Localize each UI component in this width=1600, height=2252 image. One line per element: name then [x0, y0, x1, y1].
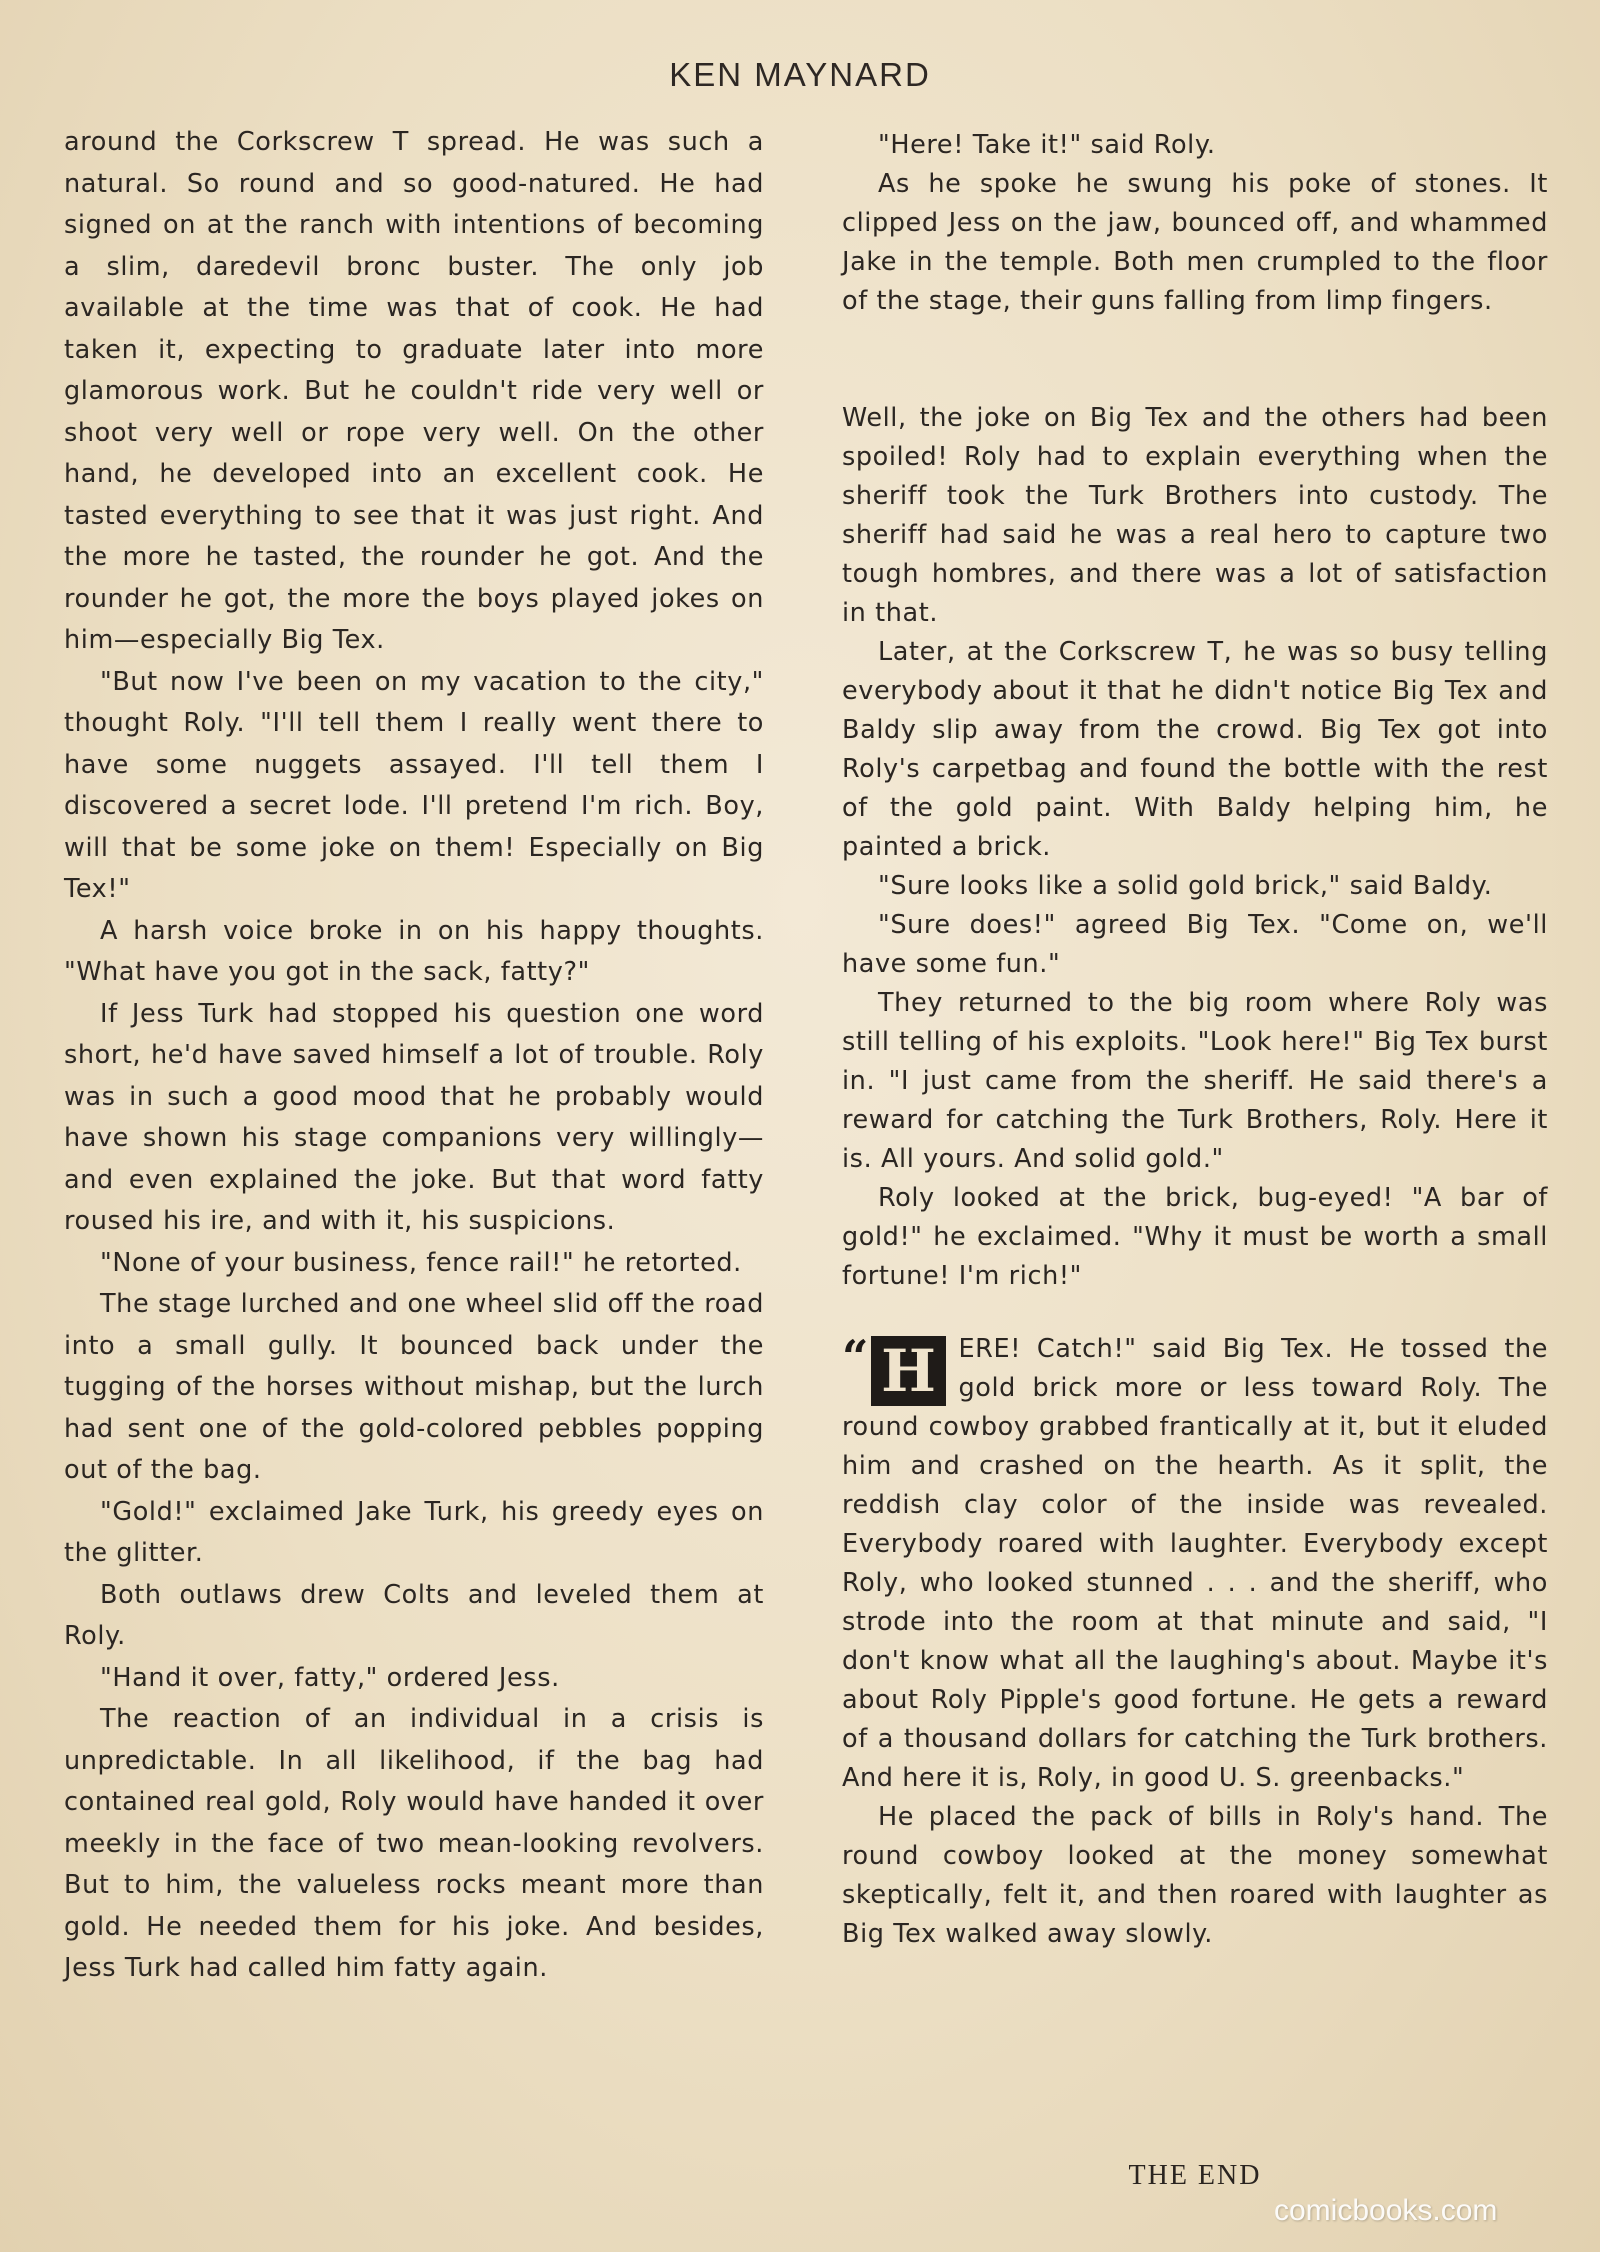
story-paragraph: "Sure looks like a solid gold brick," said Baldy.: [878, 871, 1493, 901]
story-paragraph: "None of your business, fence rail!" he retorted.: [100, 1247, 742, 1278]
story-paragraph: Well, the joke on Big Tex and the others had been spoiled! Roly had to explain everything when the sheriff took the Turk Brothers into custody. The sheriff had said he was a real hero to capture two tough hombres, and there was a lot of satisfaction in that.: [842, 403, 1548, 628]
story-paragraph: Roly looked at the brick, bug-eyed! "A bar of gold!" he exclaimed. "Why it must be worth a small fortune! I'm rich!": [842, 1183, 1548, 1291]
story-paragraph: A harsh voice broke in on his happy thoughts. "What have you got in the sack, fatty?": [64, 915, 764, 987]
drop-cap: [842, 1330, 946, 1406]
story-paragraph: Both outlaws drew Colts and leveled them at Roly.: [64, 1579, 764, 1651]
story-paragraph: The reaction of an individual in a crisis is unpredictable. In all likelihood, if the bag had contained real gold, Roly would have handed it over meekly in the face of two mean-looking revolvers. But to him, the valueless rocks meant more than gold. He needed them for his joke. And besides, Jess Turk had called him fatty again.: [64, 1704, 764, 1983]
page-header: KEN MAYNARD: [669, 56, 931, 93]
section-break: [842, 321, 1548, 399]
story-paragraph: He placed the pack of bills in Roly's hand. The round cowboy looked at the money somewhat skeptically, felt it, and then roared with laughter as Big Tex walked away slowly.: [842, 1802, 1548, 1949]
drop-cap-quote: “: [842, 1330, 870, 1384]
dropcap-paragraph-text: ERE! Catch!" said Big Tex. He tossed the gold brick more or less toward Roly. The round cowboy grabbed frantically at it, but it eluded him and crashed on the hearth. As it split, the reddish clay color of the inside was revealed. Everybody roared with laughter. Everybody except Roly, who looked stunned . . . and the sheriff, who strode into the room at that minute and said, "I don't know what all the laughing's about. Maybe it's about Roly Pipple's good fortune. He gets a reward of a thousand dollars for catching the Turk brothers. And here it is, Roly, in good U. S. greenbacks.": [842, 1334, 1548, 1793]
left-column: [64, 122, 764, 1990]
story-paragraph: The stage lurched and one wheel slid off the road into a small gully. It bounced back under the tugging of the horses without mishap, but the lurch had sent one of the gold-colored pebbles popping out of the bag.: [64, 1289, 764, 1485]
story-paragraph: "Sure does!" agreed Big Tex. "Come on, we'll have some fun.": [842, 910, 1548, 979]
story-paragraph: They returned to the big room where Roly was still telling of his exploits. "Look here!" Big Tex burst in. "I just came from the sheriff. He said there's a reward for catching the Turk Brothers, Roly. Here it is. All yours. And solid gold.": [842, 988, 1548, 1174]
story-paragraph: "Gold!" exclaimed Jake Turk, his greedy eyes on the glitter.: [64, 1496, 764, 1568]
story-paragraph: "Here! Take it!" said Roly.: [878, 130, 1216, 160]
story-paragraph: "Hand it over, fatty," ordered Jess.: [100, 1662, 560, 1693]
story-paragraph: around the Corkscrew T spread. He was such a natural. So round and so good-natured. He had signed on at the ranch with intentions of becoming a slim, daredevil bronc buster. The only job available at the time was that of cook. He had taken it, expecting to graduate later into more glamorous work. But he couldn't ride very well or shoot very well or rope very well. On the other hand, he developed into an excellent cook. He tasted everything to see that it was just right. And the more he tasted, the rounder he got. And the rounder he got, the more the boys played jokes on him—especially Big Tex.: [64, 127, 764, 655]
site-watermark: comicbooks.com: [1274, 2194, 1498, 2227]
right-column: [842, 126, 1548, 1954]
story-paragraph: As he spoke he swung his poke of stones. It clipped Jess on the jaw, bounced off, and whammed Jake in the temple. Both men crumpled to the floor of the stage, their guns falling from limp fingers.: [842, 169, 1548, 316]
the-end-label: THE END: [1128, 2160, 1262, 2191]
drop-cap-letter: H: [871, 1336, 946, 1406]
story-paragraph: Later, at the Corkscrew T, he was so busy telling everybody about it that he didn't notice Big Tex and Baldy slip away from the crowd. Big Tex got into Roly's carpetbag and found the bottle with the rest of the gold paint. With Baldy helping him, he painted a brick.: [842, 637, 1548, 862]
dropcap-paragraph: [842, 1330, 1548, 1798]
story-paragraph: If Jess Turk had stopped his question one word short, he'd have saved himself a lot of trouble. Roly was in such a good mood that he probably would have shown his stage companions very willingly—and even explained the joke. But that word fatty roused his ire, and with it, his suspicions.: [64, 998, 764, 1236]
story-paragraph: "But now I've been on my vacation to the city," thought Roly. "I'll tell them I really went there to have some nuggets assayed. I'll tell them I discovered a secret lode. I'll pretend I'm rich. Boy, will that be some joke on them! Especially on Big Tex!": [64, 666, 764, 904]
